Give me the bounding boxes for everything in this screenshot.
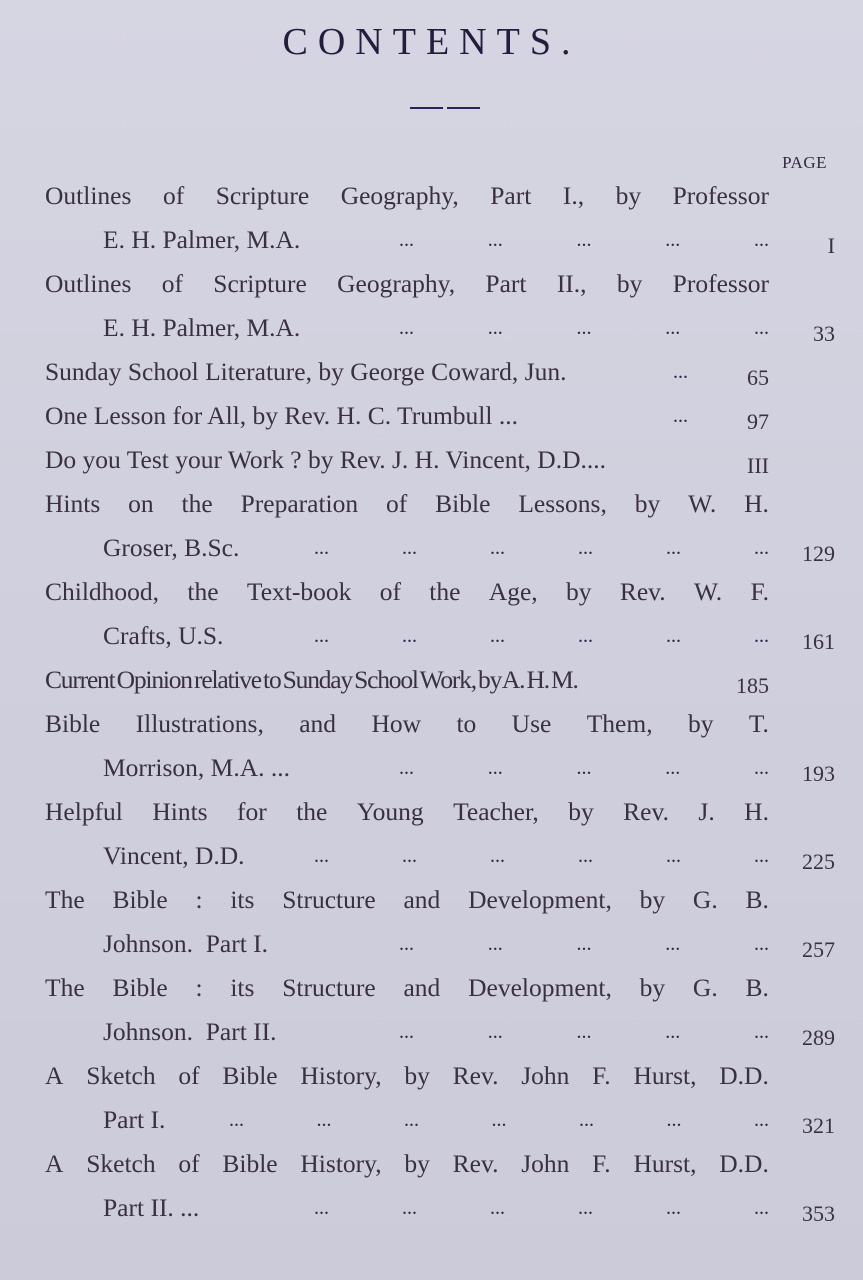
toc-entry[interactable] <box>45 482 835 570</box>
page-number: I <box>827 233 835 258</box>
dot-leader: ... <box>402 625 417 647</box>
entry-title-word: H. <box>744 797 769 826</box>
page-number: 129 <box>802 541 835 566</box>
entry-author-line <box>45 526 835 570</box>
dot-leader: ... <box>666 845 681 867</box>
dot-leader: ... <box>402 845 417 867</box>
dot-leader: ... <box>754 317 769 339</box>
dot-leader: ... <box>490 625 505 647</box>
entry-title-word: of <box>161 269 183 298</box>
dot-leader: ... <box>316 1109 332 1131</box>
dot-leader: ... <box>578 625 593 647</box>
dot-leader: ... <box>578 1197 593 1219</box>
dot-leaders <box>673 394 703 438</box>
toc-entry[interactable] <box>45 262 835 350</box>
dot-leaders <box>399 306 769 350</box>
entry-title-word: Childhood, <box>45 577 160 606</box>
entry-title-word: Rev. <box>452 1149 499 1178</box>
entry-title-word: John <box>521 1149 570 1178</box>
dot-leader: ... <box>487 1021 503 1043</box>
toc-entry[interactable] <box>45 394 835 438</box>
entry-title-word: Text-book <box>246 577 352 606</box>
page-number: 321 <box>802 1113 835 1138</box>
dot-leader: ... <box>399 229 414 251</box>
entry-title-word: by <box>639 973 666 1002</box>
entry-title-word: of <box>178 1061 200 1090</box>
entry-title-word: G. <box>692 885 718 914</box>
entry-title-word: Geography, <box>340 181 459 210</box>
entry-title-word: H. <box>744 489 769 518</box>
table-of-contents <box>45 174 835 1230</box>
entry-title-word: Bible <box>222 1061 278 1090</box>
entry-title-word: the <box>296 797 328 826</box>
dot-leader: ... <box>576 229 592 251</box>
entry-title-word: Teacher, <box>453 797 539 826</box>
dot-leader: ... <box>487 317 503 339</box>
entry-title-word: Bible <box>112 973 168 1002</box>
dot-leaders <box>399 1010 769 1054</box>
entry-title-line <box>45 438 769 482</box>
entry-title-word: by <box>615 181 642 210</box>
entry-title-word: Professor <box>672 269 769 298</box>
entry-title-line <box>45 790 769 834</box>
toc-entry[interactable] <box>45 966 835 1054</box>
dot-leader: ... <box>490 1197 505 1219</box>
dot-leaders <box>229 1098 769 1142</box>
entry-title-line <box>45 702 769 746</box>
entry-title-word: I., <box>562 181 585 210</box>
entry-title-line <box>45 350 769 394</box>
entry-title-word: B. <box>745 973 769 1002</box>
dot-leader: ... <box>666 1109 682 1131</box>
entry-title-word: II., <box>556 269 587 298</box>
toc-entry[interactable] <box>45 702 835 790</box>
entry-title-line <box>45 174 769 218</box>
page-number: III <box>747 453 769 478</box>
entry-author-text: Johnson. Part II. <box>103 1017 277 1046</box>
entry-title-word: by <box>404 1149 430 1178</box>
page-number: 65 <box>747 365 769 390</box>
entry-title-word: F. <box>592 1061 611 1090</box>
entry-title-word: A <box>45 1149 64 1178</box>
page-number: 257 <box>802 937 835 962</box>
entry-author-line <box>45 218 835 262</box>
dot-leader: ... <box>665 933 681 955</box>
title-rule-divider <box>410 107 480 109</box>
entry-title-word: Them, <box>586 709 653 738</box>
entry-title-line <box>45 570 769 614</box>
entry-title-word: Use <box>511 709 552 738</box>
dot-leader: ... <box>754 757 769 779</box>
entry-author-line <box>45 746 835 790</box>
dot-leader: ... <box>666 625 681 647</box>
dot-leader: ... <box>490 537 505 559</box>
page-number: 289 <box>802 1025 835 1050</box>
entry-title-word: A <box>45 1061 64 1090</box>
entry-title-word: Lessons, <box>518 489 607 518</box>
entry-title-word: and <box>403 973 441 1002</box>
entry-author-line <box>45 306 835 350</box>
entry-title-line <box>45 262 769 306</box>
entry-title-word: : <box>195 885 203 914</box>
dot-leaders <box>673 350 703 394</box>
entry-title-text: One Lesson for All, by Rev. H. C. Trumbull ... <box>45 401 518 430</box>
entry-title-line <box>45 1054 769 1098</box>
entry-title-word: Age, <box>488 577 538 606</box>
entry-title-word: Outlines <box>45 269 132 298</box>
entry-author-text: Johnson. Part I. <box>103 929 269 958</box>
entry-title-word: Rev. <box>619 577 666 606</box>
entry-title-word: Development, <box>468 885 612 914</box>
entry-title-word: Rev. <box>452 1061 499 1090</box>
entry-title-text: Do you Test your Work ? by Rev. J. H. Vincent, D.D.... <box>45 445 607 474</box>
page-number: 193 <box>802 761 835 786</box>
entry-title-word: Bible <box>45 709 101 738</box>
entry-title-line <box>45 658 769 702</box>
entry-title-word: the <box>181 489 213 518</box>
dot-leader: ... <box>402 537 417 559</box>
entry-title-line <box>45 394 769 438</box>
dot-leader: ... <box>673 405 688 427</box>
dot-leader: ... <box>229 1109 244 1131</box>
entry-author-line <box>45 834 835 878</box>
entry-title-word: Sketch <box>86 1061 156 1090</box>
dot-leader: ... <box>665 317 681 339</box>
entry-title-word: The <box>45 973 85 1002</box>
toc-entry[interactable] <box>45 658 835 702</box>
dot-leader: ... <box>578 845 593 867</box>
entry-title-word: by <box>566 577 592 606</box>
entry-title-word: Professor <box>672 181 769 210</box>
dot-leader: ... <box>314 845 329 867</box>
entry-title-word: Helpful <box>45 797 123 826</box>
entry-title-word: Sketch <box>86 1149 156 1178</box>
entry-title-word: F. <box>750 577 769 606</box>
entry-title-word: W. <box>693 577 723 606</box>
entry-title-word: Part <box>490 181 532 210</box>
entry-title-word: F. <box>592 1149 611 1178</box>
entry-author-text: Crafts, U.S. <box>103 621 224 650</box>
entry-title-word: J. <box>698 797 715 826</box>
toc-entry[interactable] <box>45 570 835 658</box>
entry-title-word: Hints <box>45 489 101 518</box>
entry-title-word: Preparation <box>240 489 359 518</box>
entry-title-word: its <box>230 885 255 914</box>
dot-leaders <box>314 526 769 570</box>
entry-title-word: Part <box>485 269 527 298</box>
dot-leader: ... <box>490 845 505 867</box>
page-number: 161 <box>802 629 835 654</box>
dot-leader: ... <box>404 1109 419 1131</box>
dot-leaders <box>314 614 769 658</box>
entry-title-text: Sunday School Literature, by George Coward, Jun. <box>45 357 567 386</box>
entry-author-line <box>45 922 835 966</box>
entry-title-line <box>45 966 769 1010</box>
entry-title-line <box>45 878 769 922</box>
entry-title-word: Hints <box>152 797 208 826</box>
entry-author-text: Morrison, M.A. ... <box>103 753 291 782</box>
entry-author-text: Vincent, D.D. <box>103 841 245 870</box>
dot-leader: ... <box>754 933 769 955</box>
dot-leader: ... <box>754 625 769 647</box>
entry-author-text: Part II. ... <box>103 1193 200 1222</box>
dot-leader: ... <box>399 317 414 339</box>
dot-leader: ... <box>491 1109 507 1131</box>
dot-leader: ... <box>314 537 329 559</box>
entry-author-line <box>45 614 835 658</box>
page-number: 185 <box>736 673 769 698</box>
entry-title-word: : <box>195 973 203 1002</box>
dot-leader: ... <box>399 933 414 955</box>
entry-title-word: Structure <box>282 973 376 1002</box>
entry-title-word: Bible <box>112 885 168 914</box>
dot-leader: ... <box>754 1109 769 1131</box>
dot-leader: ... <box>754 229 769 251</box>
dot-leader: ... <box>666 537 681 559</box>
entry-title-word: of <box>162 181 185 210</box>
entry-title-word: Development, <box>468 973 612 1002</box>
dot-leader: ... <box>578 537 593 559</box>
entry-title-word: Structure <box>282 885 376 914</box>
entry-title-word: The <box>45 885 85 914</box>
page-column-label: PAGE <box>782 153 827 172</box>
dot-leader: ... <box>665 229 681 251</box>
dot-leader: ... <box>487 229 503 251</box>
dot-leader: ... <box>314 1197 329 1219</box>
entry-title-word: of <box>386 489 408 518</box>
entry-title-word: D.D. <box>719 1061 769 1090</box>
entry-title-word: on <box>128 489 154 518</box>
dot-leaders <box>399 218 769 262</box>
toc-entry[interactable] <box>45 174 835 262</box>
entry-title-word: G. <box>692 973 718 1002</box>
entry-title-word: Geography, <box>337 269 456 298</box>
toc-entry[interactable] <box>45 350 835 394</box>
dot-leader: ... <box>487 933 503 955</box>
entry-title-word: by <box>568 797 594 826</box>
dot-leaders <box>314 834 769 878</box>
entry-title-text: Current Opinion relative to Sunday School Work, by A. H. M. <box>45 665 578 694</box>
dot-leader: ... <box>576 757 592 779</box>
entry-title-word: B. <box>745 885 769 914</box>
entry-title-line <box>45 482 769 526</box>
dot-leader: ... <box>673 361 688 383</box>
entry-title-word: of <box>379 577 401 606</box>
entry-title-word: the <box>429 577 461 606</box>
dot-leaders <box>399 746 769 790</box>
entry-title-word: D.D. <box>719 1149 769 1178</box>
dot-leader: ... <box>666 1197 681 1219</box>
entry-author-text: E. H. Palmer, M.A. <box>103 313 301 342</box>
toc-entry[interactable] <box>45 1054 835 1142</box>
dot-leader: ... <box>576 317 592 339</box>
entry-title-word: and <box>299 709 337 738</box>
entry-author-text: E. H. Palmer, M.A. <box>103 225 301 254</box>
dot-leader: ... <box>314 625 329 647</box>
entry-author-text: Part I. <box>103 1105 166 1134</box>
dot-leader: ... <box>754 537 769 559</box>
entry-title-word: by <box>687 709 714 738</box>
entry-title-word: its <box>230 973 255 1002</box>
entry-title-word: for <box>237 797 267 826</box>
dot-leader: ... <box>665 1021 681 1043</box>
entry-title-word: John <box>521 1061 570 1090</box>
dot-leaders <box>314 1186 769 1230</box>
entry-title-word: History, <box>300 1149 382 1178</box>
entry-title-word: by <box>404 1061 430 1090</box>
entry-author-line <box>45 1098 835 1142</box>
dot-leaders <box>399 922 769 966</box>
dot-leader: ... <box>402 1197 417 1219</box>
dot-leader: ... <box>579 1109 594 1131</box>
entry-title-word: Outlines <box>45 181 132 210</box>
entry-title-word: T. <box>748 709 769 738</box>
entry-title-word: by <box>616 269 643 298</box>
entry-title-word: W. <box>688 489 717 518</box>
entry-title-word: by <box>634 489 661 518</box>
page-number: 97 <box>747 409 769 434</box>
entry-title-word: Bible <box>222 1149 278 1178</box>
dot-leader: ... <box>665 757 681 779</box>
toc-entry[interactable] <box>45 790 835 878</box>
entry-title-word: Scripture <box>215 181 310 210</box>
entry-title-word: History, <box>300 1061 382 1090</box>
dot-leader: ... <box>576 933 592 955</box>
entry-title-word: the <box>187 577 219 606</box>
entry-author-line <box>45 1010 835 1054</box>
entry-title-word: Illustrations, <box>135 709 264 738</box>
page-number: 33 <box>813 321 835 346</box>
toc-entry[interactable] <box>45 1142 835 1230</box>
entry-title-word: Bible <box>435 489 491 518</box>
entry-title-word: to <box>456 709 477 738</box>
page-title: CONTENTS. <box>282 21 581 63</box>
dot-leader: ... <box>576 1021 592 1043</box>
entry-author-text: Groser, B.Sc. <box>103 533 240 562</box>
dot-leader: ... <box>399 1021 414 1043</box>
dot-leader: ... <box>399 757 414 779</box>
entry-title-word: Rev. <box>623 797 669 826</box>
entry-title-line <box>45 1142 769 1186</box>
entry-title-word: Hurst, <box>633 1149 697 1178</box>
entry-title-word: Young <box>356 797 424 826</box>
toc-entry[interactable] <box>45 878 835 966</box>
entry-title-word: of <box>178 1149 200 1178</box>
dot-leader: ... <box>754 845 769 867</box>
dot-leader: ... <box>754 1021 769 1043</box>
entry-title-word: and <box>403 885 441 914</box>
page-number: 225 <box>802 849 835 874</box>
page-number: 353 <box>802 1201 835 1226</box>
dot-leader: ... <box>754 1197 769 1219</box>
toc-entry[interactable] <box>45 438 835 482</box>
entry-title-word: How <box>371 709 422 738</box>
dot-leader: ... <box>487 757 503 779</box>
entry-title-word: Hurst, <box>633 1061 697 1090</box>
entry-author-line <box>45 1186 835 1230</box>
entry-title-word: by <box>639 885 666 914</box>
entry-title-word: Scripture <box>213 269 307 298</box>
